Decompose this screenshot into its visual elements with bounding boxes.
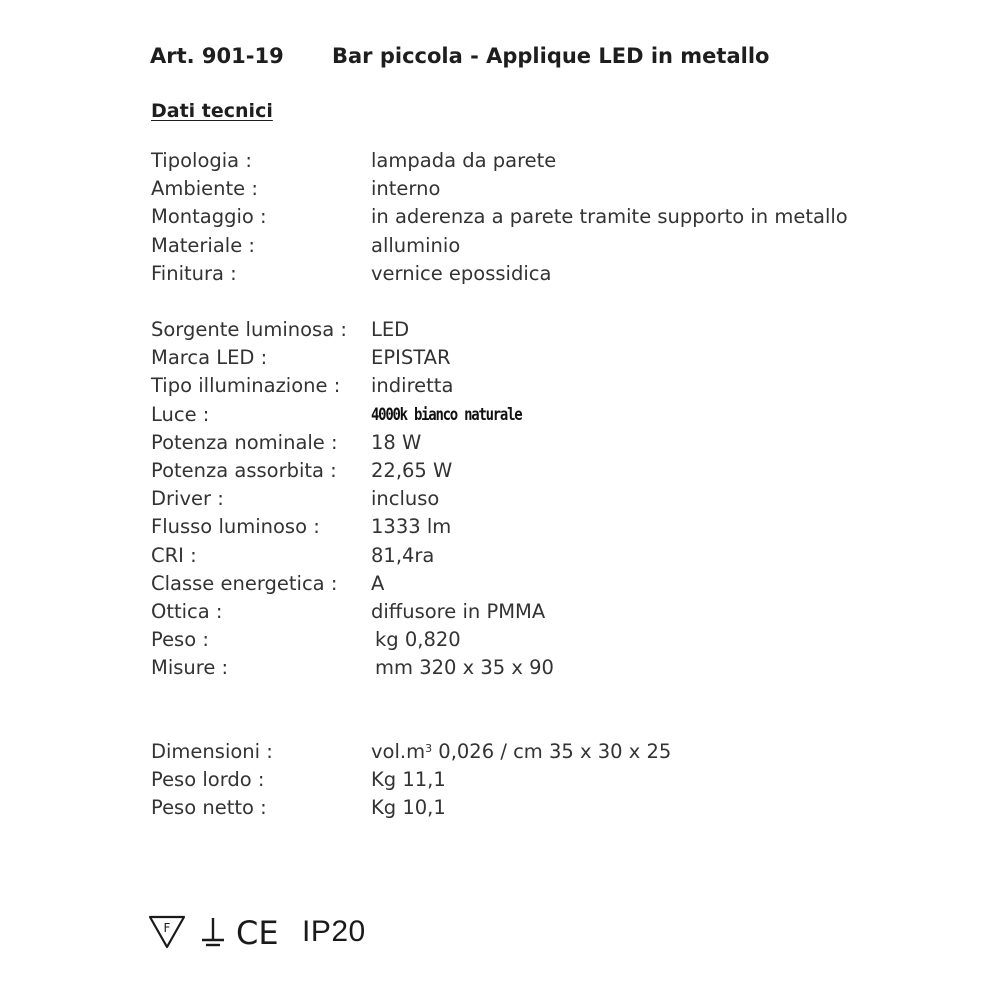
document-header — [150, 44, 769, 68]
article-number: Art. 901-19 — [150, 44, 284, 68]
spec-label: Peso netto : — [151, 796, 267, 820]
spec-value — [371, 738, 671, 766]
spec-value: diffusore in PMMA — [371, 599, 546, 623]
spec-label: Ambiente : — [151, 177, 258, 201]
ce-mark-letters: CE — [236, 914, 279, 950]
spec-label: Luce : — [151, 402, 210, 426]
f-mark-letter: F — [163, 921, 171, 935]
spec-label: Classe energetica : — [151, 571, 338, 595]
spec-value: mm 320 x 35 x 90 — [375, 656, 554, 680]
earth-ground-icon — [198, 914, 228, 950]
spec-label: Peso : — [151, 628, 209, 652]
spec-value: Kg 11,1 — [371, 768, 446, 792]
product-title: Bar piccola - Applique LED in metallo — [332, 44, 770, 68]
spec-label: Flusso luminoso : — [151, 515, 320, 539]
spec-label: Potenza assorbita : — [151, 458, 337, 482]
spec-label: CRI : — [151, 543, 197, 567]
ce-mark-icon — [236, 914, 286, 950]
spec-label: Tipo illuminazione : — [151, 374, 341, 398]
spec-value: interno — [371, 177, 441, 201]
spec-label: Sorgente luminosa : — [151, 318, 347, 341]
certification-marks — [148, 912, 366, 952]
spec-label: Montaggio : — [151, 205, 267, 229]
spec-value: LED — [371, 318, 410, 341]
spec-label: Potenza nominale : — [151, 430, 338, 454]
spec-value: vernice epossidica — [371, 261, 552, 285]
volume-unit: vol.m — [371, 740, 426, 763]
spec-value: indiretta — [371, 374, 454, 398]
spec-value: 4000k bianco naturale — [371, 404, 522, 425]
spec-value: kg 0,820 — [375, 628, 461, 652]
spec-label: Misure : — [151, 656, 229, 680]
spec-value: incluso — [371, 487, 440, 511]
spec-value: in aderenza a parete tramite supporto in metallo — [371, 205, 848, 229]
spec-label: Materiale : — [151, 233, 255, 257]
spec-value: EPISTAR — [371, 346, 451, 370]
spec-label: Peso lordo : — [151, 768, 265, 792]
spec-label: Driver : — [151, 487, 224, 511]
spec-value: lampada da parete — [371, 149, 557, 172]
spec-label: Dimensioni : — [151, 740, 273, 763]
spec-value: 81,4ra — [371, 543, 435, 567]
spec-label: Ottica : — [151, 599, 223, 623]
volume-exponent: 3 — [425, 742, 433, 755]
spec-label: Finitura : — [151, 261, 237, 285]
spec-value: alluminio — [371, 233, 461, 257]
dimensions-value: 0,026 / cm 35 x 30 x 25 — [432, 740, 672, 763]
ip-rating: IP20 — [302, 915, 366, 948]
spec-value: 18 W — [371, 430, 422, 454]
section-title: Dati tecnici — [151, 100, 273, 122]
f-mark-icon — [148, 914, 186, 950]
spec-value: 22,65 W — [371, 458, 453, 482]
spec-label: Tipologia : — [151, 149, 252, 172]
spec-value: 1333 lm — [371, 515, 452, 539]
spec-value: Kg 10,1 — [371, 796, 446, 820]
spec-label: Marca LED : — [151, 346, 268, 370]
spec-value: A — [371, 571, 385, 595]
